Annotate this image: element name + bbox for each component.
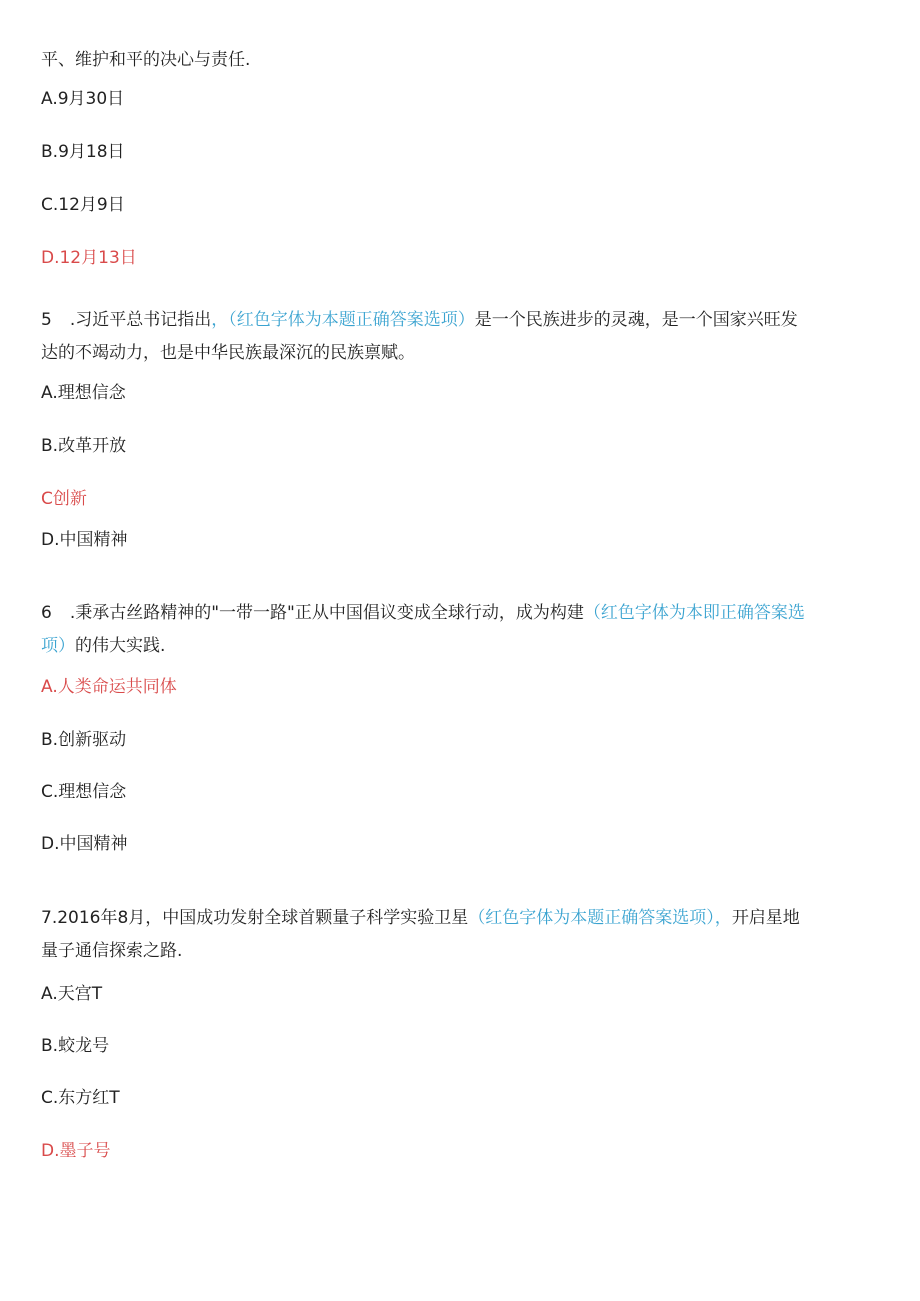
option-5b: B.改革开放	[41, 436, 127, 456]
question-5-number: 5	[41, 310, 52, 330]
option-7b: B.蛟龙号	[41, 1036, 110, 1056]
question-6-number: 6	[41, 603, 52, 623]
question-7-stem-line2: 量子通信探索之路.	[41, 941, 183, 961]
option-7c: C.东方红T	[41, 1088, 120, 1108]
option-6b: B.创新驱动	[41, 730, 127, 750]
option-5c-correct: C创新	[41, 489, 87, 509]
option-7a: A.天宫T	[41, 984, 103, 1004]
option-5a: A.理想信念	[41, 383, 126, 403]
option-7d-correct: D.墨子号	[41, 1141, 111, 1161]
question-6-hint-end: 项）	[41, 636, 75, 656]
question-5-hint: ，（红色字体为本题正确答案选项）	[211, 310, 475, 330]
option-6d: D.中国精神	[41, 834, 128, 854]
question-7-stem-line1	[41, 902, 871, 935]
option-5d: D.中国精神	[41, 530, 128, 550]
option-4a: A.9月30日	[41, 89, 125, 109]
question-6-hint: （红色字体为本即正确答案选	[583, 603, 805, 623]
question-7-text-b: 开启星地	[731, 908, 800, 928]
option-6a-correct: A.人类命运共同体	[41, 677, 177, 697]
question-6-text-a: .秉承古丝路精神的"一带一路"正从中国倡议变成全球行动，成为构建	[69, 603, 584, 623]
option-6c: C.理想信念	[41, 782, 127, 802]
option-4b: B.9月18日	[41, 142, 125, 162]
option-4d-correct: D.12月13日	[41, 248, 137, 268]
question-7-text-a: 7.2016年8月，中国成功发射全球首颗量子科学实验卫星	[41, 908, 469, 928]
question-5-stem-line2: 达的不竭动力，也是中华民族最深沉的民族禀赋。	[41, 343, 415, 363]
question-5-text-b: 是一个民族进步的灵魂，是一个国家兴旺发	[474, 310, 798, 330]
question-4-stem-tail: 平、维护和平的决心与责任.	[41, 50, 251, 70]
question-6-stem-line1	[41, 597, 871, 630]
question-5-text-a: .习近平总书记指出	[69, 310, 212, 330]
question-6-stem-line2	[41, 630, 871, 663]
question-7-hint: （红色字体为本题正确答案选项），	[468, 908, 732, 928]
question-5-stem-line1	[41, 304, 871, 337]
question-6-text-b: 的伟大实践.	[75, 636, 166, 656]
option-4c: C.12月9日	[41, 195, 125, 215]
